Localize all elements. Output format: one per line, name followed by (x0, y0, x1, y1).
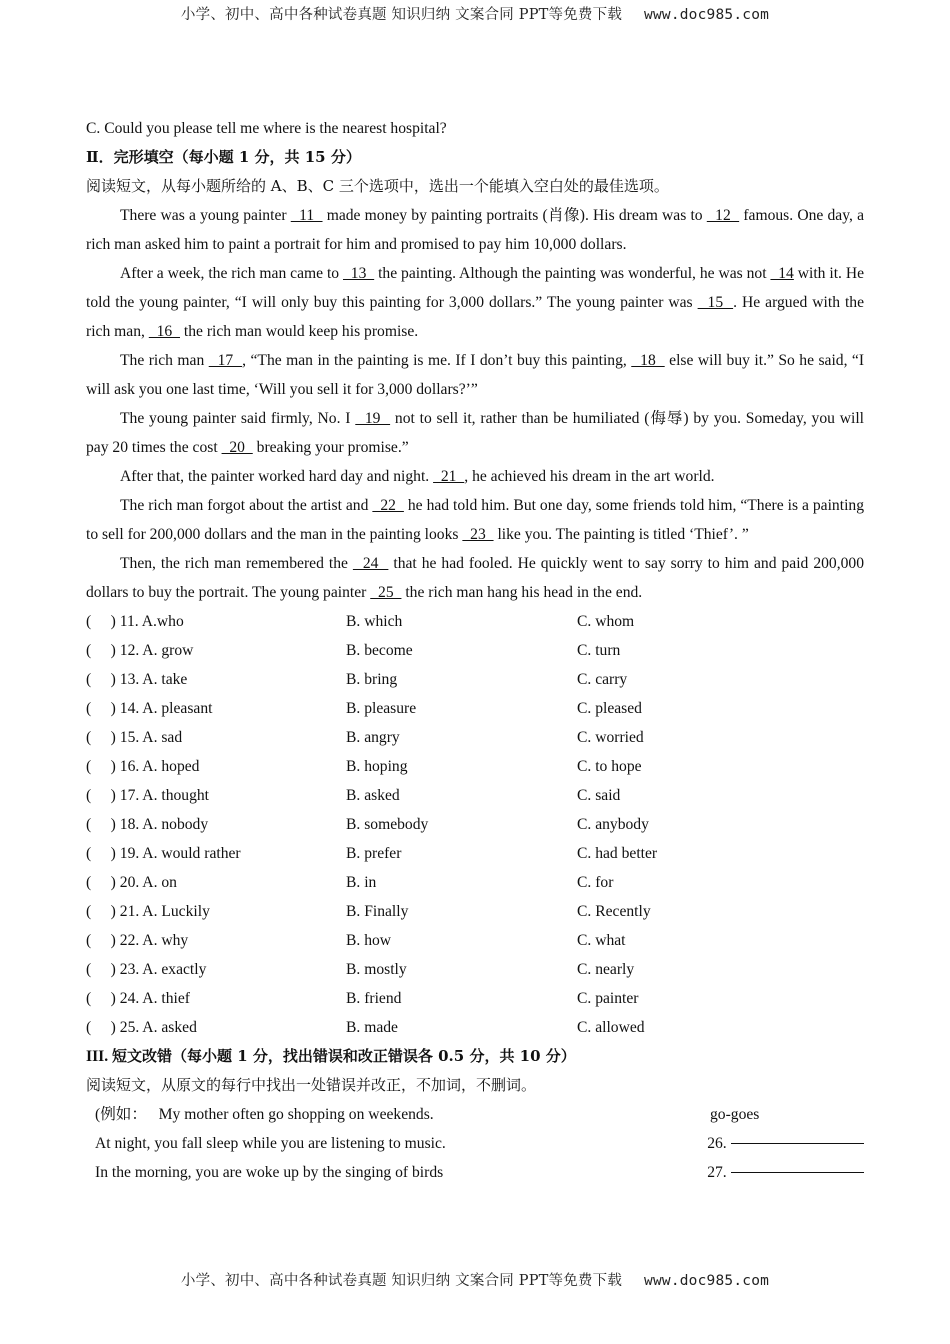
section3-title: III. 短文改错（每小题 1 分，找出错误和改正错误各 0.5 分，共 10 分） (86, 1047, 576, 1065)
blank-24: 24 (352, 555, 389, 572)
option-row-14: ( ) 14. A. pleasant B. pleasure C. pleased (86, 700, 642, 717)
option-row-19: ( ) 19. A. would rather B. prefer C. had better (86, 845, 658, 862)
blank-13: 13 (342, 265, 375, 282)
passage-paragraph-7: Then, the rich man remembered the 24 that he had fooled. He quickly went to say sorry to him and paid 200,000 dollars to buy the portrait. The young painter 25 the rich man hang his head in the end. (86, 555, 864, 601)
blank-11: 11 (290, 207, 323, 224)
option-row-11: ( ) 11. A.who B. which C. whom (86, 613, 635, 630)
option-row-23: ( ) 23. A. exactly B. mostly C. nearly (86, 961, 635, 978)
blank-19: 19 (355, 410, 391, 427)
option-row-13: ( ) 13. A. take B. bring C. carry (86, 671, 628, 688)
option-row-24: ( ) 24. A. thief B. friend C. painter (86, 990, 639, 1007)
option-row-22: ( ) 22. A. why B. how C. what (86, 932, 626, 949)
answer-line-27 (731, 1158, 864, 1173)
blank-16: 16 (148, 323, 180, 340)
passage-paragraph-2: After a week, the rich man came to 13 the painting. Although the painting was wonderful, he was not 14 with it. He told the young painter, “I will only buy this painting for 3,000 dollars.” The young painter was 15 . He argued with the rich man, 16 the rich man would keep his promise. (86, 265, 865, 340)
blank-23: 23 (462, 526, 494, 543)
option-row-25: ( ) 25. A. asked B. made C. allowed (86, 1019, 645, 1036)
section2-instruction: 阅读短文，从每小题所给的 A、B、C 三个选项中，选出一个能填入空白处的最佳选项。 (86, 177, 669, 195)
blank-20: 20 (221, 439, 253, 456)
header-url: www.doc985.com (644, 7, 770, 23)
prev-option: C. Could you please tell me where is the nearest hospital? (86, 120, 447, 137)
blank-25: 25 (370, 584, 402, 601)
option-row-16: ( ) 16. A. hoped B. hoping C. to hope (86, 758, 642, 775)
footer-url: www.doc985.com (644, 1273, 770, 1289)
page-header (0, 3, 950, 24)
header-text: 小学、初中、高中各种试卷真题 知识归纳 文案合同 PPT等免费下载 (180, 7, 623, 23)
blank-21: 21 (433, 468, 465, 485)
blank-15: 15 (697, 294, 734, 311)
passage-paragraph-4: The young painter said firmly, No. I 19 not to sell it, rather than be humiliated (侮辱) by you. Someday, you will pay 20 times the cost 20 breaking your promise.” (86, 410, 864, 456)
blank-18: 18 (631, 352, 665, 369)
option-row-21: ( ) 21. A. Luckily B. Finally C. Recently (86, 903, 651, 920)
blank-12: 12 (706, 207, 740, 224)
option-row-12: ( ) 12. A. grow B. become C. turn (86, 642, 621, 659)
passage-paragraph-5: After that, the painter worked hard day and night. 21 , he achieved his dream in the art world. (120, 468, 715, 485)
option-row-18: ( ) 18. A. nobody B. somebody C. anybody (86, 816, 649, 833)
option-row-15: ( ) 15. A. sad B. angry C. worried (86, 729, 644, 746)
blank-22: 22 (372, 497, 404, 514)
blank-17: 17 (208, 352, 243, 369)
options-list (86, 607, 864, 1042)
section2-title: Ⅱ．完形填空（每小题 1 分，共 15 分） (86, 148, 361, 166)
page-footer (0, 1269, 950, 1290)
option-row-20: ( ) 20. A. on B. in C. for (86, 874, 614, 891)
footer-text: 小学、初中、高中各种试卷真题 知识归纳 文案合同 PPT等免费下载 (180, 1273, 623, 1289)
section3-instruction: 阅读短文，从原文的每行中找出一处错误并改正，不加词，不删词。 (86, 1076, 537, 1094)
error-row-27: In the morning, you are woke up by the singing of birds 27. (86, 1158, 864, 1187)
passage-paragraph-6: The rich man forgot about the artist and 22 he had told him. But one day, some friends told him, “There is a painting to sell for 200,000 dollars and the man in the painting looks 23 like you. The painting is titled ‘Thief’. ” (86, 497, 864, 543)
passage-paragraph-3: The rich man 17 , “The man in the painting is me. If I don’t buy this painting, 18 else will buy it.” So he said, “I will ask you one last time, ‘Will you sell it for 3,000 dollars?’” (86, 352, 865, 398)
answer-line-26 (731, 1129, 864, 1144)
option-row-17: ( ) 17. A. thought B. asked C. said (86, 787, 621, 804)
exam-content (86, 114, 864, 1187)
error-example-row: (例如： My mother often go shopping on weekends. go-goes (95, 1106, 760, 1123)
passage-paragraph-1: There was a young painter 11 made money by painting portraits (肖像). His dream was to 12 famous. One day, a rich man asked him to paint a portrait for him and promised to pay him 10,000 dollars. (86, 207, 864, 253)
error-row-26: At night, you fall sleep while you are listening to music. 26. (86, 1129, 864, 1158)
blank-14: 14 (770, 265, 794, 282)
